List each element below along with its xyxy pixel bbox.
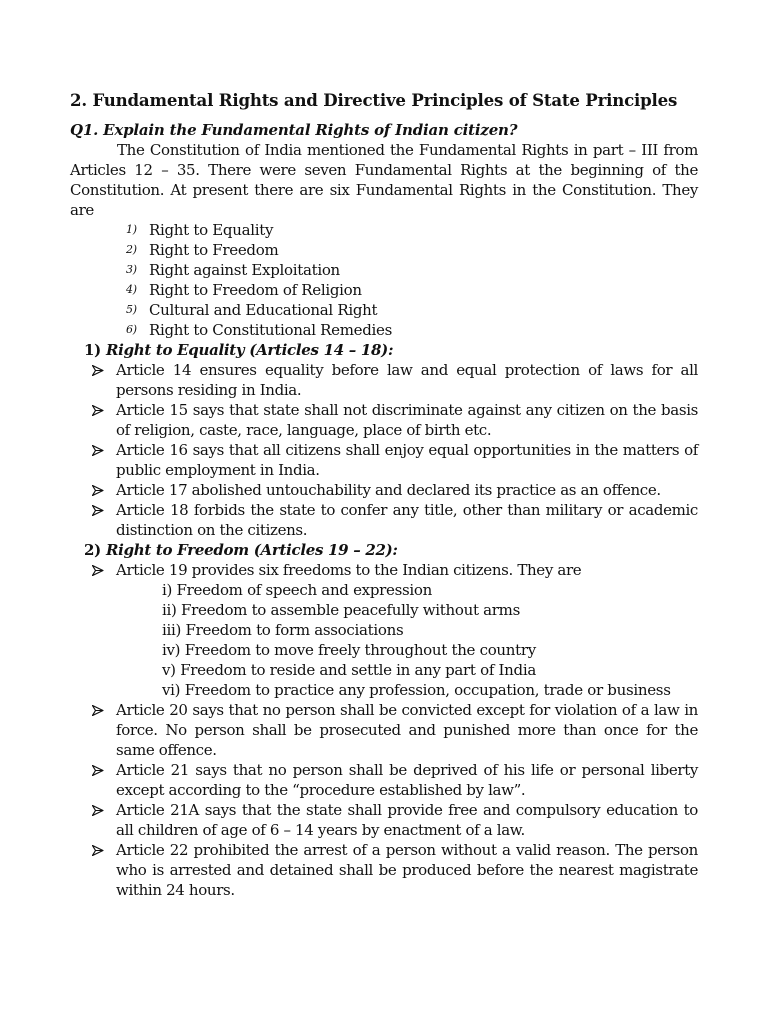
list-item-text: Right to Freedom of Religion bbox=[149, 281, 362, 299]
bullet-text: Article 16 says that all citizens shall enjoy equal opportunities in the matters of public employment in India. bbox=[116, 441, 698, 479]
section-title: Right to Freedom (Articles 19 – 22): bbox=[106, 541, 398, 559]
list-item bbox=[116, 700, 698, 760]
chapter-heading: 2. Fundamental Rights and Directive Principles of State Principles bbox=[70, 90, 678, 110]
list-item bbox=[126, 280, 698, 300]
list-item bbox=[126, 220, 698, 240]
list-item bbox=[116, 840, 698, 900]
list-item: iii) Freedom to form associations bbox=[162, 621, 404, 639]
arrow-bullet-icon bbox=[92, 700, 108, 720]
list-item bbox=[126, 300, 698, 320]
list-item bbox=[116, 500, 698, 540]
arrow-bullet-icon bbox=[92, 440, 108, 460]
arrow-bullet-icon bbox=[92, 400, 108, 420]
rights-list bbox=[70, 220, 698, 340]
list-item bbox=[126, 240, 698, 260]
section-title: Right to Equality (Articles 14 – 18): bbox=[106, 341, 394, 359]
document-page bbox=[70, 86, 698, 900]
list-item: i) Freedom of speech and expression bbox=[162, 581, 432, 599]
arrow-bullet-icon bbox=[92, 480, 108, 500]
list-number: 6) bbox=[126, 323, 137, 336]
equality-bullets bbox=[70, 360, 698, 540]
list-item: v) Freedom to reside and settle in any part of India bbox=[162, 661, 536, 679]
list-item-text: Cultural and Educational Right bbox=[149, 301, 378, 319]
list-item-text: Right to Constitutional Remedies bbox=[149, 321, 393, 339]
intro-paragraph: The Constitution of India mentioned the Fundamental Rights in part – III from Articles 12 – 35. There were seven Fundamental Rights at the beginning of the Constitution. At present there are six Fundamental Rights in the Constitution. They are bbox=[70, 141, 698, 219]
list-item bbox=[116, 400, 698, 440]
arrow-bullet-icon bbox=[92, 360, 108, 380]
arrow-bullet-icon bbox=[92, 500, 108, 520]
bullet-text: Article 14 ensures equality before law and equal protection of laws for all persons residing in India. bbox=[116, 361, 698, 399]
list-item: vi) Freedom to practice any profession, occupation, trade or business bbox=[162, 681, 671, 699]
list-item bbox=[116, 480, 698, 500]
bullet-text: Article 18 forbids the state to confer any title, other than military or academic distinction on the citizens. bbox=[116, 501, 698, 539]
list-number: 4) bbox=[126, 283, 137, 296]
bullet-text: Article 21A says that the state shall provide free and compulsory education to all children of age of 6 – 14 years by enactment of a law. bbox=[116, 801, 698, 839]
question-title: Q1. Explain the Fundamental Rights of Indian citizen? bbox=[70, 121, 518, 139]
section-number: 2) bbox=[84, 541, 101, 559]
list-item bbox=[116, 760, 698, 800]
list-item bbox=[116, 800, 698, 840]
list-item: iv) Freedom to move freely throughout the country bbox=[162, 641, 536, 659]
arrow-bullet-icon bbox=[92, 800, 108, 820]
freedom-bullets bbox=[70, 560, 698, 900]
list-item-text: Right to Freedom bbox=[149, 241, 279, 259]
arrow-bullet-icon bbox=[92, 760, 108, 780]
bullet-text: Article 21 says that no person shall be deprived of his life or personal liberty except according to the “procedure established by law”. bbox=[116, 761, 698, 799]
bullet-text: Article 15 says that state shall not discriminate against any citizen on the basis of religion, caste, race, language, place of birth etc. bbox=[116, 401, 698, 439]
list-number: 3) bbox=[126, 263, 137, 276]
list-item bbox=[116, 560, 698, 700]
arrow-bullet-icon bbox=[92, 840, 108, 860]
list-item bbox=[116, 360, 698, 400]
list-number: 1) bbox=[126, 223, 137, 236]
list-item bbox=[116, 440, 698, 480]
section-heading-freedom bbox=[70, 540, 698, 560]
arrow-bullet-icon bbox=[92, 560, 108, 580]
list-number: 2) bbox=[126, 243, 137, 256]
section-heading-equality bbox=[70, 340, 698, 360]
freedoms-list bbox=[116, 580, 698, 700]
bullet-text: Article 19 provides six freedoms to the Indian citizens. They are bbox=[116, 561, 582, 579]
list-item-text: Right against Exploitation bbox=[149, 261, 340, 279]
bullet-text: Article 17 abolished untouchability and declared its practice as an offence. bbox=[116, 481, 661, 499]
list-item bbox=[126, 320, 698, 340]
section-number: 1) bbox=[84, 341, 101, 359]
bullet-text: Article 22 prohibited the arrest of a person without a valid reason. The person who is arrested and detained shall be produced before the nearest magistrate within 24 hours. bbox=[116, 841, 698, 899]
list-item bbox=[126, 260, 698, 280]
bullet-text: Article 20 says that no person shall be convicted except for violation of a law in force. No person shall be prosecuted and punished more than once for the same offence. bbox=[116, 701, 698, 759]
list-item: ii) Freedom to assemble peacefully without arms bbox=[162, 601, 520, 619]
list-number: 5) bbox=[126, 303, 137, 316]
list-item-text: Right to Equality bbox=[149, 221, 274, 239]
